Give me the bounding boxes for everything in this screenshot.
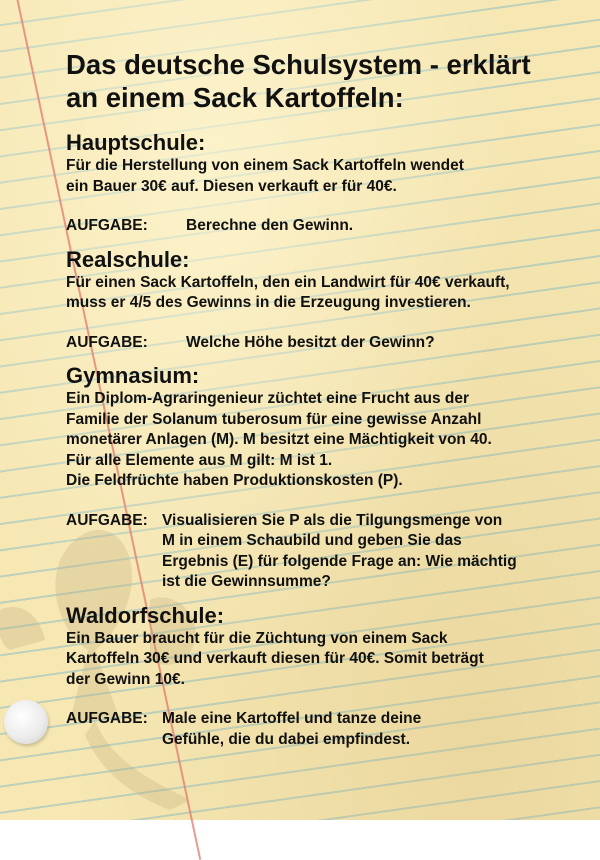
task-line: Ergebnis (E) für folgende Frage an: Wie mächtig <box>162 552 517 570</box>
body-line: Für alle Elemente aus M gilt: M ist 1. <box>66 451 333 469</box>
section-gymnasium <box>66 363 566 593</box>
section-waldorfschule <box>66 603 566 751</box>
section-heading: Hauptschule: <box>66 130 206 155</box>
body-line: ein Bauer 30€ auf. Diesen verkauft er für 40€. <box>66 177 397 195</box>
body-line: muss er 4/5 des Gewinns in die Erzeugung investieren. <box>66 294 471 311</box>
punch-hole <box>4 700 48 744</box>
body-line: Für einen Sack Kartoffeln, den ein Landwirt für 40€ verkauft, <box>66 273 510 291</box>
task-line: Visualisieren Sie P als die Tilgungsmenge von <box>162 511 503 529</box>
body-line: monetärer Anlagen (M). M besitzt eine Mächtigkeit von 40. <box>66 431 492 448</box>
section-realschule <box>66 247 566 354</box>
body-line: Ein Diplom-Agraringenieur züchtet eine Frucht aus der <box>66 390 470 407</box>
task-line: ist die Gewinnsumme? <box>162 573 331 590</box>
section-hauptschule <box>66 130 566 237</box>
task-text <box>162 511 517 593</box>
body-line: der Gewinn 10€. <box>66 670 185 688</box>
body-line: Für die Herstellung von einem Sack Kartoffeln wendet <box>66 157 464 174</box>
body-line: Kartoffeln 30€ und verkauft diesen für 40€. Somit beträgt <box>66 650 484 667</box>
task-label: AUFGABE: <box>66 710 148 727</box>
task-line: M in einem Schaubild und geben Sie das <box>162 532 462 549</box>
task-label: AUFGABE: <box>66 217 148 234</box>
task-label: AUFGABE: <box>66 511 148 529</box>
task-block <box>66 511 566 593</box>
task-block <box>66 333 566 354</box>
task-line: Berechne den Gewinn. <box>186 217 354 234</box>
task-block <box>66 709 566 750</box>
title-line-2: an einem Sack Kartoffeln: <box>66 82 404 113</box>
section-heading: Realschule: <box>66 246 190 272</box>
section-heading: Waldorfschule: <box>66 602 225 628</box>
task-text <box>186 216 353 237</box>
task-line: Welche Höhe besitzt der Gewinn? <box>186 333 435 351</box>
page-title <box>66 48 566 114</box>
task-block <box>66 216 566 237</box>
task-line: Male eine Kartoffel und tanze deine <box>162 710 422 727</box>
poster-content <box>66 48 566 760</box>
body-line: Ein Bauer braucht für die Züchtung von einem Sack <box>66 629 448 647</box>
task-label: AUFGABE: <box>66 333 148 351</box>
body-line: Die Feldfrüchte haben Produktionskosten (P). <box>66 472 403 489</box>
body-line: Familie der Solanum tuberosum für eine gewisse Anzahl <box>66 410 482 428</box>
task-text <box>186 333 435 354</box>
task-text <box>162 709 421 750</box>
section-heading: Gymnasium: <box>66 363 200 388</box>
title-line-1: Das deutsche Schulsystem - erklärt <box>66 49 531 80</box>
task-line: Gefühle, die du dabei empfindest. <box>162 730 411 748</box>
